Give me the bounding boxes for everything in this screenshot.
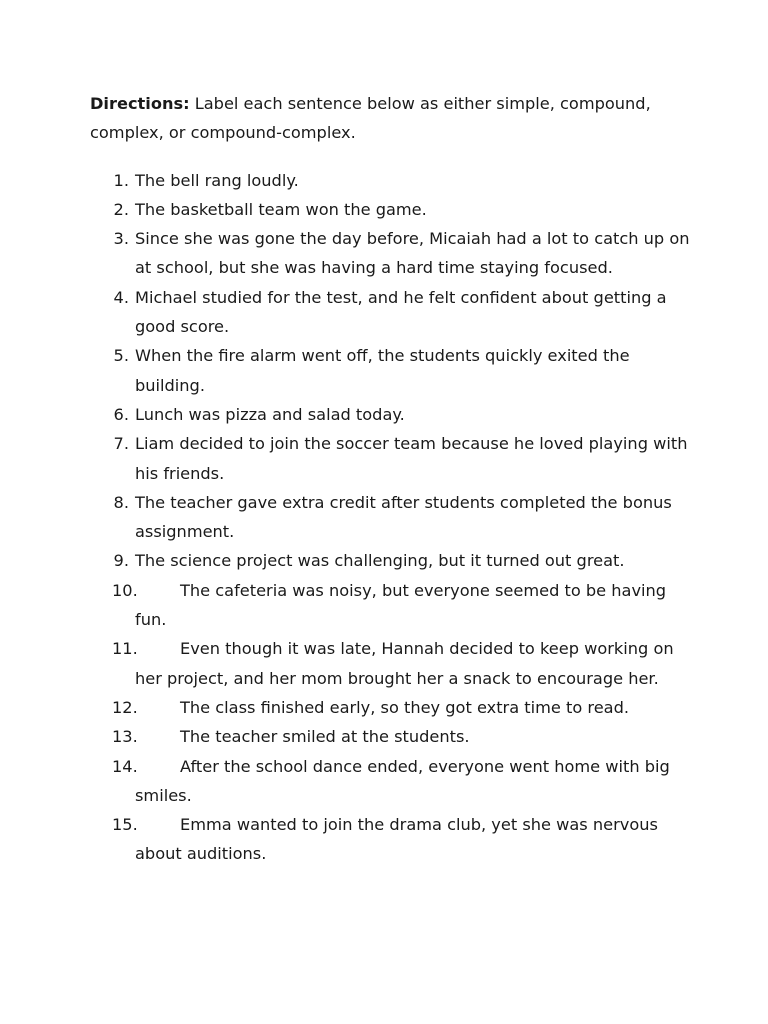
question-text: The teacher gave extra credit after students completed the bonus assignment.	[135, 492, 672, 542]
question-text: After the school dance ended, everyone went home with big smiles.	[135, 756, 670, 805]
question-item	[90, 752, 690, 811]
question-text: When the fire alarm went off, the students quickly exited the building.	[135, 346, 630, 395]
question-text: The class finished early, so they got extra time to read.	[180, 697, 629, 717]
question-item	[90, 722, 690, 751]
question-text: Emma wanted to join the drama club, yet she was nervous about auditions.	[135, 815, 658, 864]
directions-text: Label each sentence below as either simple, compound, complex, or compound-complex.	[90, 94, 651, 143]
question-item	[90, 166, 690, 195]
question-text: Liam decided to join the soccer team because he loved playing with his friends.	[135, 434, 688, 483]
question-number: 11.	[112, 639, 138, 659]
question-number: 5.	[113, 346, 129, 366]
question-number: 4.	[113, 287, 129, 307]
question-item	[90, 488, 690, 547]
question-text: The science project was challenging, but it turned out great.	[135, 551, 625, 571]
question-number: 6.	[113, 404, 129, 424]
question-number: 12.	[112, 697, 138, 717]
directions-label: Directions:	[90, 94, 190, 113]
question-item	[90, 693, 690, 722]
question-text: The teacher smiled at the students.	[180, 727, 470, 747]
question-item	[90, 224, 690, 283]
question-item	[90, 341, 690, 400]
question-item	[90, 546, 690, 575]
question-number: 14.	[112, 756, 138, 776]
question-item	[90, 576, 690, 635]
question-item	[90, 283, 690, 342]
question-item	[90, 429, 690, 488]
question-text: Michael studied for the test, and he felt confident about getting a good score.	[135, 287, 667, 337]
question-text: Lunch was pizza and salad today.	[135, 404, 405, 424]
question-number: 9.	[113, 551, 129, 571]
question-number: 3.	[113, 229, 129, 249]
directions	[90, 89, 680, 148]
question-item	[90, 810, 690, 869]
question-text: Since she was gone the day before, Micaiah had a lot to catch up on at school, but she was having a hard time staying focused.	[135, 229, 690, 278]
question-number: 15.	[112, 815, 138, 835]
question-item	[90, 195, 690, 224]
question-text: The cafeteria was noisy, but everyone seemed to be having fun.	[135, 580, 667, 630]
question-number: 7.	[113, 434, 129, 454]
question-list	[90, 166, 690, 869]
question-number: 2.	[113, 199, 129, 219]
question-text: The basketball team won the game.	[135, 199, 427, 219]
question-number: 1.	[113, 170, 129, 190]
question-text: The bell rang loudly.	[135, 170, 299, 190]
worksheet-page	[90, 89, 690, 869]
question-text: Even though it was late, Hannah decided to keep working on her project, and her mom brought her a snack to encourage her.	[135, 639, 674, 688]
question-item	[90, 400, 690, 429]
question-number: 8.	[113, 492, 129, 512]
question-number: 13.	[112, 727, 138, 747]
question-number: 10.	[112, 580, 138, 600]
question-item	[90, 634, 690, 693]
